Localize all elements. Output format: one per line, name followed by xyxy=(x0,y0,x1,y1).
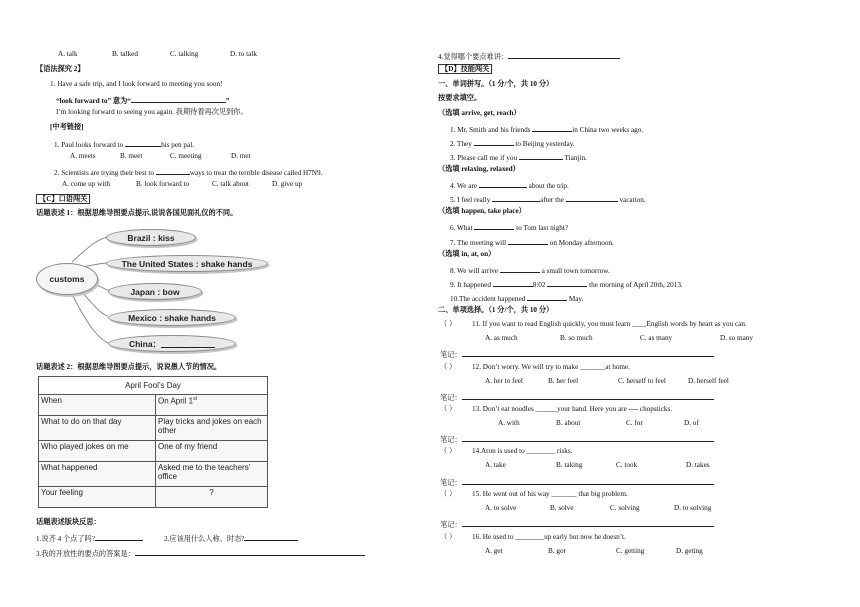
s7-blank[interactable] xyxy=(508,237,548,245)
table-cell-label: When xyxy=(39,395,156,416)
option-b: B. talked xyxy=(112,50,138,58)
s1-pre: 1. Mr. Smith and his friends xyxy=(450,126,531,134)
reflect-q4-blank[interactable] xyxy=(508,51,620,59)
s1-blank[interactable] xyxy=(532,124,572,132)
grammar2-sentence2: I’m looking forward to seeing you again. 我期待着再次见到你。 xyxy=(56,108,248,116)
note-label: 笔记： xyxy=(440,479,462,487)
note-line xyxy=(440,392,714,402)
note-blank[interactable] xyxy=(462,434,714,442)
mc-stem: 11. If you want to read English quickly, you must learn ____English words by heart as you can. xyxy=(472,320,747,328)
mindmap-center: customs xyxy=(36,263,98,295)
link-q2-option-d: D. give up xyxy=(272,180,303,188)
group1-label: （选填 arrive, get, reach） xyxy=(438,109,521,117)
option-d: D. to talk xyxy=(230,50,257,58)
s5-mid: after the xyxy=(540,196,564,204)
s6-post: to Tom last night? xyxy=(516,224,569,232)
answer-paren[interactable]: （ ） xyxy=(440,320,457,328)
s9-mid: 8:02 xyxy=(532,281,546,289)
mc-option: D. takes xyxy=(686,461,710,469)
mc-option: A. get xyxy=(485,547,503,555)
section-d-title-text: 【D】技能闯关 xyxy=(438,64,492,74)
s8-blank[interactable] xyxy=(500,265,540,273)
part1-instruction: 按要求填空。 xyxy=(438,94,482,102)
mc-option: B. got xyxy=(548,547,566,555)
mindmap-china-label: China： xyxy=(128,338,162,349)
table-cell-value: Play tricks and jokes on each other xyxy=(156,416,268,441)
table-row xyxy=(39,487,268,508)
sentence-1 xyxy=(450,124,643,134)
reflect-q4 xyxy=(438,51,620,61)
s1-post: in China two weeks ago. xyxy=(572,126,644,134)
link-q1-option-a: A. meets xyxy=(70,152,96,160)
mc-option: B. her feel xyxy=(548,377,579,385)
s2-blank[interactable] xyxy=(474,138,514,146)
reflect-q1-blank[interactable] xyxy=(95,533,143,541)
answer-paren[interactable]: （ ） xyxy=(440,363,457,371)
answer-paren[interactable]: （ ） xyxy=(440,490,457,498)
section-d-title xyxy=(438,66,492,73)
link-q1-tail: his pen pal. xyxy=(161,141,195,149)
group3-label: （选填 happen, take place） xyxy=(438,207,526,215)
mc-option: B. about xyxy=(556,419,581,427)
mindmap-item-japan: Japan : bow xyxy=(108,283,202,300)
link-q2-option-c: C. talk about xyxy=(212,180,249,188)
table-cell-label: Who played jokes on me xyxy=(39,441,156,462)
s7-pre: 7. The meeting will xyxy=(450,239,507,247)
link-q1-option-b: B. meet xyxy=(120,152,143,160)
mc-stem: 13. Don’t eat noodles ______your hand. Here you are ---- chopsticks. xyxy=(472,405,673,413)
reflect-q4-text: 4.觉得哪个要点难讲： xyxy=(438,53,509,61)
mindmap-item-china xyxy=(108,335,236,352)
sentence-10 xyxy=(450,293,583,303)
reflect-q1 xyxy=(36,533,143,543)
mc-option: D. herself feel xyxy=(688,377,729,385)
exam-link-title: [中考链接] xyxy=(50,123,84,131)
sentence-9 xyxy=(450,279,683,289)
answer-paren[interactable]: （ ） xyxy=(440,447,457,455)
reflect-q3-text: 3.我的开放性的要点的答案是： xyxy=(36,550,135,558)
mc-option: A. her to feel xyxy=(485,377,523,385)
section-c-title-text: 【C】口语闯关 xyxy=(36,194,90,204)
mc-option: A. as much xyxy=(485,334,518,342)
s3-pre: 3. Please call me if you xyxy=(450,154,518,162)
mc-stem: 14.Aron is used to ________ risks. xyxy=(472,447,573,455)
part1-title: 一、单词拼写。（1 分/个，共 10 分） xyxy=(438,80,554,88)
table-cell-label: Your feeling xyxy=(39,487,156,508)
note-label: 笔记： xyxy=(440,394,462,402)
mc-option: A. with xyxy=(498,419,520,427)
s6-pre: 6. What xyxy=(450,224,473,232)
table-row xyxy=(39,441,268,462)
sentence-8 xyxy=(450,265,610,275)
sentence-4 xyxy=(450,180,569,190)
note-line xyxy=(440,477,714,487)
s9-pre: 9. It happened xyxy=(450,281,491,289)
link-q2-option-a: A. come up with xyxy=(62,180,110,188)
table-row xyxy=(39,416,268,441)
sentence-3 xyxy=(450,152,587,162)
s8-pre: 8. We will arrive xyxy=(450,267,498,275)
mc-stem: 16. He used to ________up early but now he doesn’t. xyxy=(472,533,626,541)
note-blank[interactable] xyxy=(462,519,714,527)
table-cell-value xyxy=(156,395,268,416)
mc-stem: 15. He went out of his way _______ that big problem. xyxy=(472,490,628,498)
group4-label: （选填 in, at, on） xyxy=(438,250,496,258)
note-label: 笔记： xyxy=(440,436,462,444)
s5-blank-1[interactable] xyxy=(492,194,540,202)
mindmap-china-blank[interactable] xyxy=(161,339,215,348)
when-sup: st xyxy=(193,396,198,402)
s6-blank[interactable] xyxy=(474,222,514,230)
s4-blank[interactable] xyxy=(479,180,527,188)
sentence-7 xyxy=(450,237,614,247)
s5-blank-2[interactable] xyxy=(566,194,618,202)
note-line xyxy=(440,349,714,359)
link-q2-stem: 2. Scientists are trying their best to xyxy=(54,169,155,177)
note-label: 笔记： xyxy=(440,521,462,529)
s5-post: vacation. xyxy=(619,196,646,204)
reflect-q3-blank[interactable] xyxy=(135,548,365,556)
s10-blank[interactable] xyxy=(527,293,567,301)
mc-stem: 12. Don’t worry. We will try to make _______at home. xyxy=(472,363,630,371)
part2-title: 二、单项选择。（1 分/个，共 10 分） xyxy=(438,306,554,314)
mc-option: C. herself to feel xyxy=(618,377,666,385)
mindmap-connectors xyxy=(0,0,420,360)
s9-blank-1[interactable] xyxy=(493,279,533,287)
note-blank[interactable] xyxy=(462,392,714,400)
mindmap-item-brazil: Brazil : kiss xyxy=(106,229,196,246)
mc-option: D. so many xyxy=(720,334,753,342)
table-row xyxy=(39,462,268,487)
sentence-2 xyxy=(450,138,575,148)
table-cell-label: What happened xyxy=(39,462,156,487)
mc-option: B. solve xyxy=(550,504,574,512)
table-cell-label: What to do on that day xyxy=(39,416,156,441)
s3-post: Tianjin. xyxy=(564,154,587,162)
mc-option: B. taking xyxy=(556,461,583,469)
table-cell-value: Asked me to the teachers’ office xyxy=(156,462,268,487)
table-row xyxy=(39,395,268,416)
link-q1-option-c: C. meeting xyxy=(170,152,202,160)
link-q1-stem: 1. Paul looks forward to xyxy=(54,141,124,149)
mc-option: C. took xyxy=(616,461,638,469)
answer-paren[interactable]: （ ） xyxy=(440,533,457,541)
note-label: 笔记： xyxy=(440,351,462,359)
reflect-q1-text: 1.说齐 4 个点了吗? xyxy=(36,535,95,543)
grammar2-sentence1: 1. Have a safe trip, and I look forward to meeting you soon! xyxy=(50,80,223,88)
mindmap-item-mexico: Mexico : shake hands xyxy=(108,309,236,326)
sentence-5 xyxy=(450,194,646,204)
s3-blank[interactable] xyxy=(519,152,563,160)
when-value: On April 1 xyxy=(158,396,194,406)
topic1-prompt: 话题表述 1：根据思维导图要点提示,说说各国见面礼仪的不同。 xyxy=(36,209,238,217)
s4-pre: 4. We are xyxy=(450,182,478,190)
s4-post: about the trip. xyxy=(528,182,569,190)
mindmap-item-usa: The United States : shake hands xyxy=(106,255,268,272)
mc-option: A. to solve xyxy=(485,504,517,512)
mc-option: C. as many xyxy=(640,334,673,342)
s8-post: a small town tomorrow. xyxy=(541,267,610,275)
mc-option: B. so much xyxy=(560,334,593,342)
note-line xyxy=(440,434,714,444)
s10-pre: 10.The accident happened xyxy=(450,295,526,303)
s7-post: on Monday afternoon. xyxy=(549,239,614,247)
link-q2-tail: ways to treat the terrible disease called H7N9. xyxy=(189,169,323,177)
note-blank[interactable] xyxy=(462,477,714,485)
note-blank[interactable] xyxy=(462,349,714,357)
mc-option: D. to solving xyxy=(674,504,712,512)
topic2-prompt: 话题表述 2：根据思维导图要点提示，说说愚人节的情况。 xyxy=(36,363,222,371)
reflect-title: 话题表述版块反思： xyxy=(36,518,101,526)
table-cell-value: One of my friend xyxy=(156,441,268,462)
phrase-label: “look forward to” 意为“ xyxy=(56,97,131,105)
link-q1-option-d: D. met xyxy=(231,152,251,160)
phrase-close: ” xyxy=(225,97,230,105)
april-fools-table xyxy=(38,376,268,508)
s10-post: May. xyxy=(568,295,584,303)
mc-option: C. solving xyxy=(610,504,640,512)
s2-pre: 2. They xyxy=(450,140,472,148)
s9-blank-2[interactable] xyxy=(547,279,587,287)
option-a: A. talk xyxy=(58,50,78,58)
mc-option: C. for xyxy=(626,419,643,427)
reflect-q2-blank[interactable] xyxy=(244,533,298,541)
option-c: C. talking xyxy=(170,50,199,58)
note-line xyxy=(440,519,714,529)
grammar2-title: 【语法探究 2】 xyxy=(36,65,85,73)
mc-option: D. geting xyxy=(676,547,703,555)
s5-pre: 5. I feel really xyxy=(450,196,491,204)
table-cell-value: ? xyxy=(156,487,268,508)
mc-option: D. of xyxy=(684,419,699,427)
reflect-q2 xyxy=(164,533,298,543)
mc-option: A. take xyxy=(485,461,506,469)
sentence-6 xyxy=(450,222,568,232)
reflect-q3 xyxy=(36,548,365,558)
link-q2-option-b: B. look forward to xyxy=(136,180,190,188)
table-title: April Fool’s Day xyxy=(39,377,268,395)
answer-paren[interactable]: （ ） xyxy=(440,405,457,413)
s9-post: the morning of April 20th, 2013. xyxy=(589,281,683,289)
group2-label: （选填 relaxing, relaxed） xyxy=(438,165,520,173)
s2-post: to Beijing yesterday. xyxy=(515,140,575,148)
mc-option: C. getting xyxy=(616,547,645,555)
reflect-q2-text: 2.应该用什么人称、时态? xyxy=(164,535,245,543)
